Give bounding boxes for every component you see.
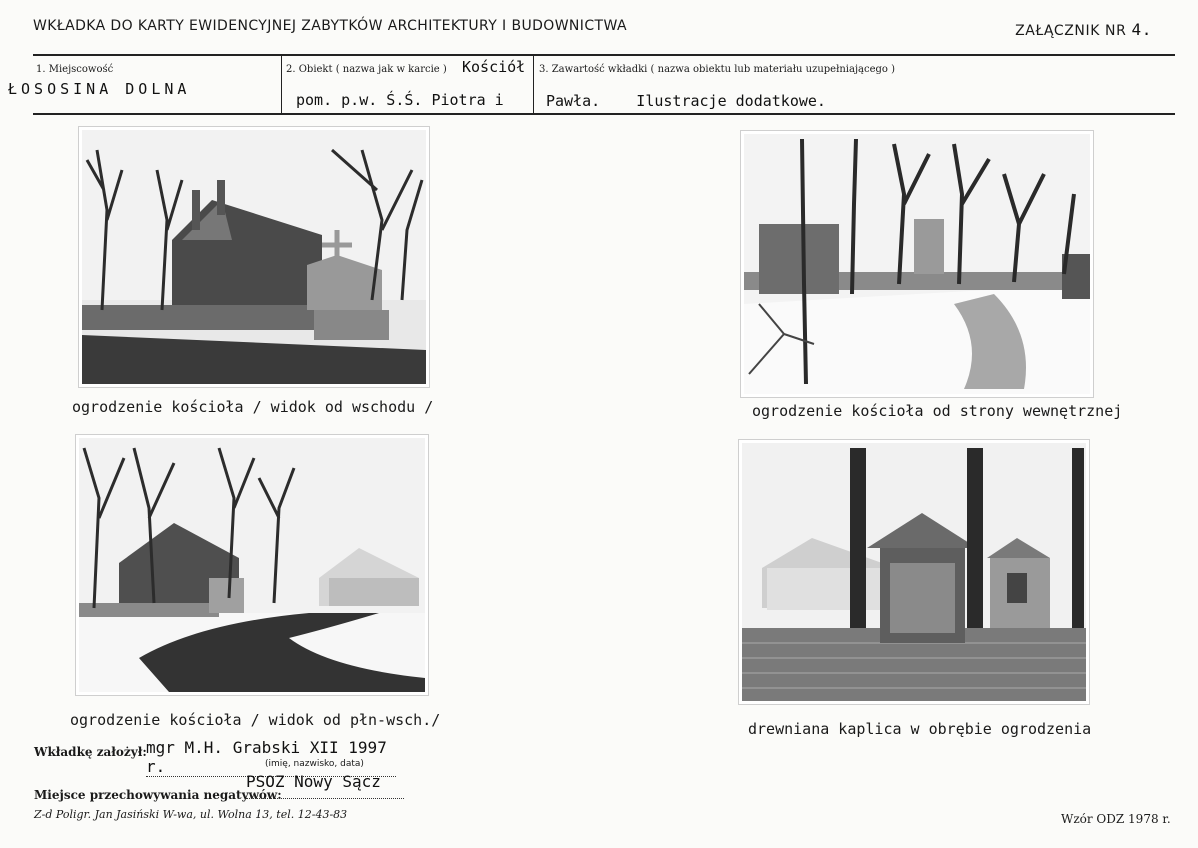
object-label: 2. Obiekt ( nazwa jak w karcie ) (286, 64, 447, 75)
annex-number: 4. (1131, 20, 1152, 39)
form-number: Wzór ODZ 1978 r. (1061, 812, 1171, 826)
photo-caption-3: ogrodzenie kościoła / widok od płn-wsch./ (70, 711, 441, 729)
photo-wooden-chapel (739, 440, 1089, 704)
locality-value: ŁOSOSINA DOLNA (8, 80, 191, 98)
printer-imprint: Z-d Poligr. Jan Jasiński W-wa, ul. Wolna 13, tel. 12-43-83 (34, 808, 348, 821)
document-title: WKŁADKA DO KARTY EWIDENCYJNEJ ZABYTKÓW ARCHITEKTURY I BUDOWNICTWA (33, 18, 627, 34)
created-by-hint: (imię, nazwisko, data) (265, 759, 364, 769)
photo-church-northeast (76, 435, 428, 695)
annex-label (1015, 20, 1152, 39)
field-divider-2 (533, 55, 534, 113)
photo-fence-inside (741, 131, 1093, 397)
locality-label: 1. Miejscowość (36, 64, 114, 75)
photo-caption-1: ogrodzenie kościoła / widok od wschodu / (72, 398, 434, 416)
contents-label: 3. Zawartość wkładki ( nazwa obiektu lub materiału uzupełniającego ) (539, 64, 896, 75)
field-divider-1 (281, 55, 282, 113)
annex-text: ZAŁĄCZNIK NR (1015, 23, 1127, 39)
photo-caption-2: ogrodzenie kościoła od strony wewnętrznej (752, 402, 1123, 420)
storage-label: Miejsce przechowywania negatywów: (34, 788, 282, 802)
contents-value: Pawła. Ilustracje dodatkowe. (546, 92, 826, 110)
header-rule-top (33, 54, 1175, 56)
photo-caption-4: drewniana kaplica w obrębie ogrodzenia (748, 720, 1092, 738)
photo-church-east (79, 127, 429, 387)
object-value-line1: Kościół (462, 58, 526, 76)
storage-dotted-line (246, 798, 404, 799)
created-by-value: mgr M.H. Grabski XII 1997 r. (146, 738, 396, 777)
header-rule-bottom (33, 113, 1175, 115)
object-value-line2: pom. p.w. Ś.Ś. Piotra i (296, 91, 504, 109)
storage-value: PSOZ Nowy Sącz (246, 772, 381, 791)
created-by-label: Wkładkę założył: (34, 745, 147, 759)
